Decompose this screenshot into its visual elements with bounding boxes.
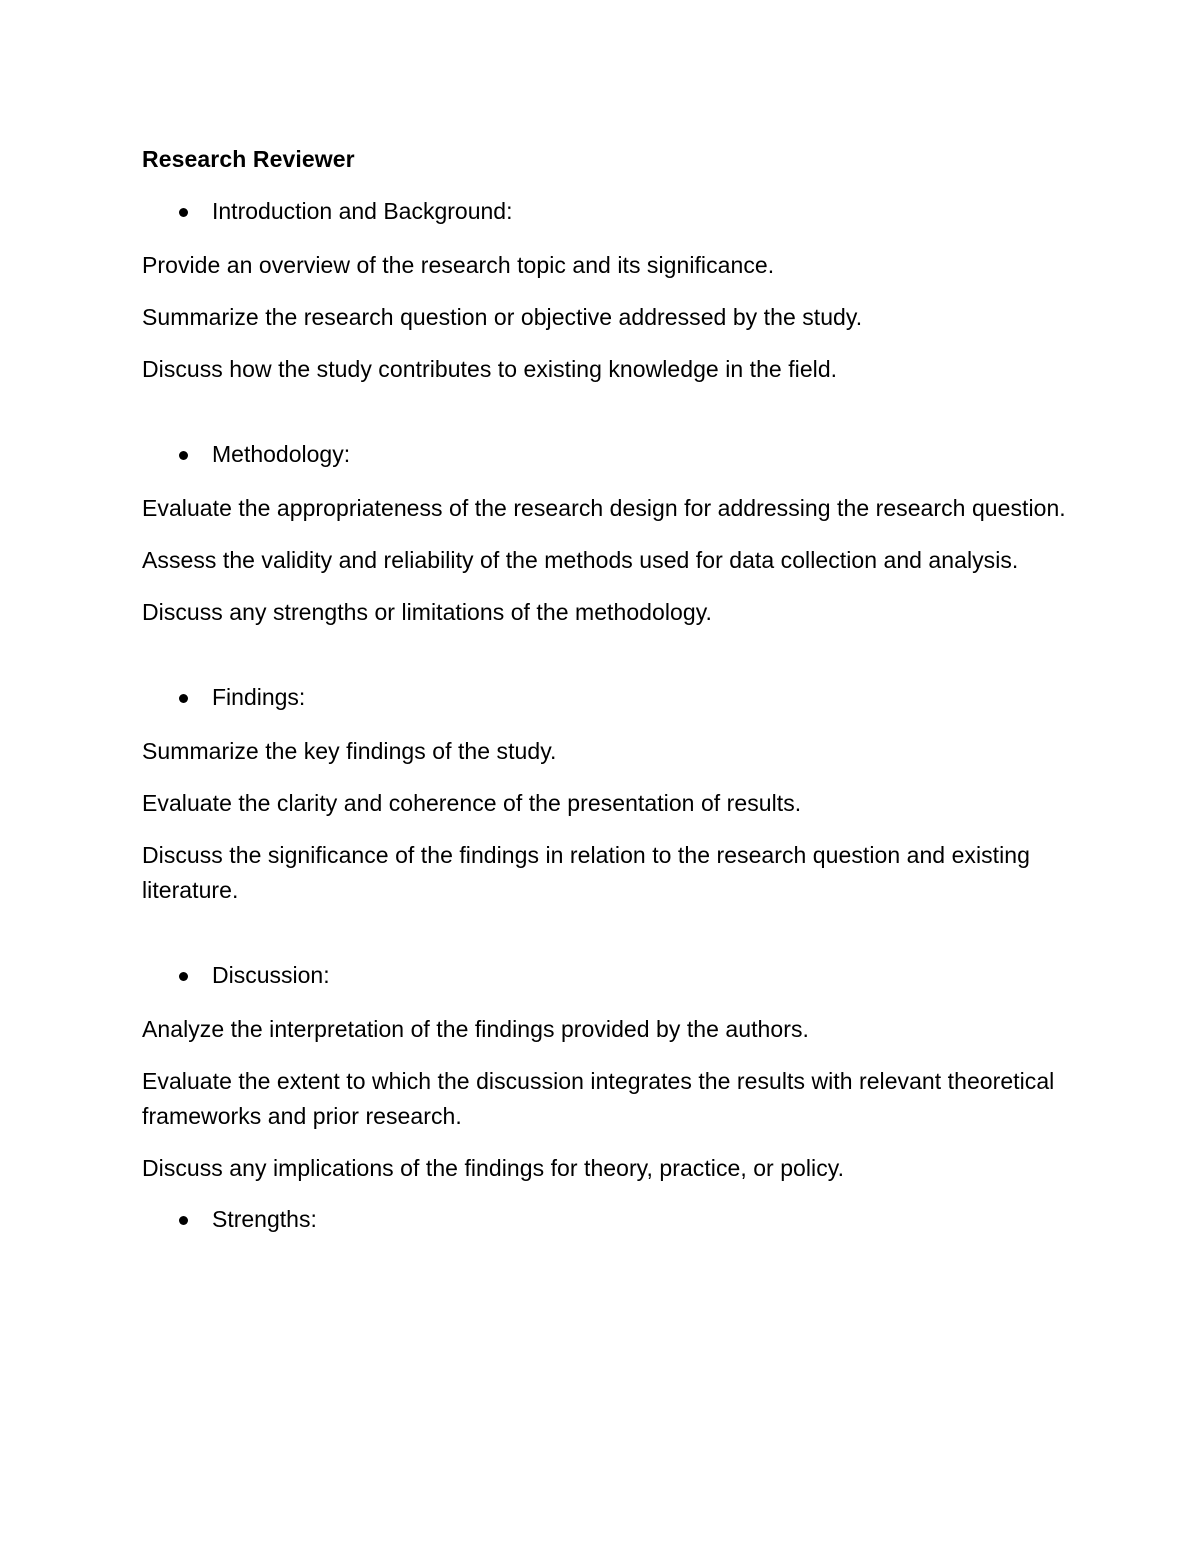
bullet-icon: [179, 694, 188, 703]
section-heading-label: Methodology:: [212, 441, 351, 467]
bullet-icon: [179, 1216, 188, 1225]
paragraph: Evaluate the clarity and coherence of the presentation of results.: [142, 790, 802, 816]
section-heading-label: Strengths:: [212, 1206, 317, 1232]
section-heading-discussion: [142, 959, 1072, 991]
paragraph: Summarize the research question or objective addressed by the study.: [142, 304, 863, 330]
blank-line: [142, 630, 1072, 681]
paragraph: Analyze the interpretation of the findings provided by the authors.: [142, 1016, 809, 1042]
bullet-icon: [179, 972, 188, 981]
section-heading-findings: [142, 681, 1072, 713]
paragraph: Evaluate the extent to which the discussion integrates the results with relevant theoretical frameworks and prior research.: [142, 1068, 1055, 1129]
paragraph: Discuss how the study contributes to existing knowledge in the field.: [142, 356, 838, 382]
section-heading-label: Findings:: [212, 684, 306, 710]
document-body: [142, 143, 1072, 1256]
paragraph: Discuss the significance of the findings in relation to the research question and existing literature.: [142, 842, 1030, 903]
section-heading-methodology: [142, 438, 1072, 470]
blank-line: [142, 908, 1072, 959]
bullet-icon: [179, 208, 188, 217]
section-heading-label: Introduction and Background:: [212, 198, 513, 224]
paragraph: Evaluate the appropriateness of the research design for addressing the research question.: [142, 495, 1066, 521]
paragraph: Assess the validity and reliability of the methods used for data collection and analysis.: [142, 547, 1019, 573]
blank-line: [142, 387, 1072, 438]
paragraph: Summarize the key findings of the study.: [142, 738, 557, 764]
paragraph: Discuss any strengths or limitations of the methodology.: [142, 599, 712, 625]
section-heading-label: Discussion:: [212, 962, 330, 988]
paragraph: Provide an overview of the research topic and its significance.: [142, 252, 775, 278]
section-heading-introduction: [142, 195, 1072, 227]
section-heading-strengths: [142, 1203, 1072, 1235]
bullet-icon: [179, 451, 188, 460]
document-title: Research Reviewer: [142, 146, 355, 172]
paragraph: Discuss any implications of the findings for theory, practice, or policy.: [142, 1155, 845, 1181]
